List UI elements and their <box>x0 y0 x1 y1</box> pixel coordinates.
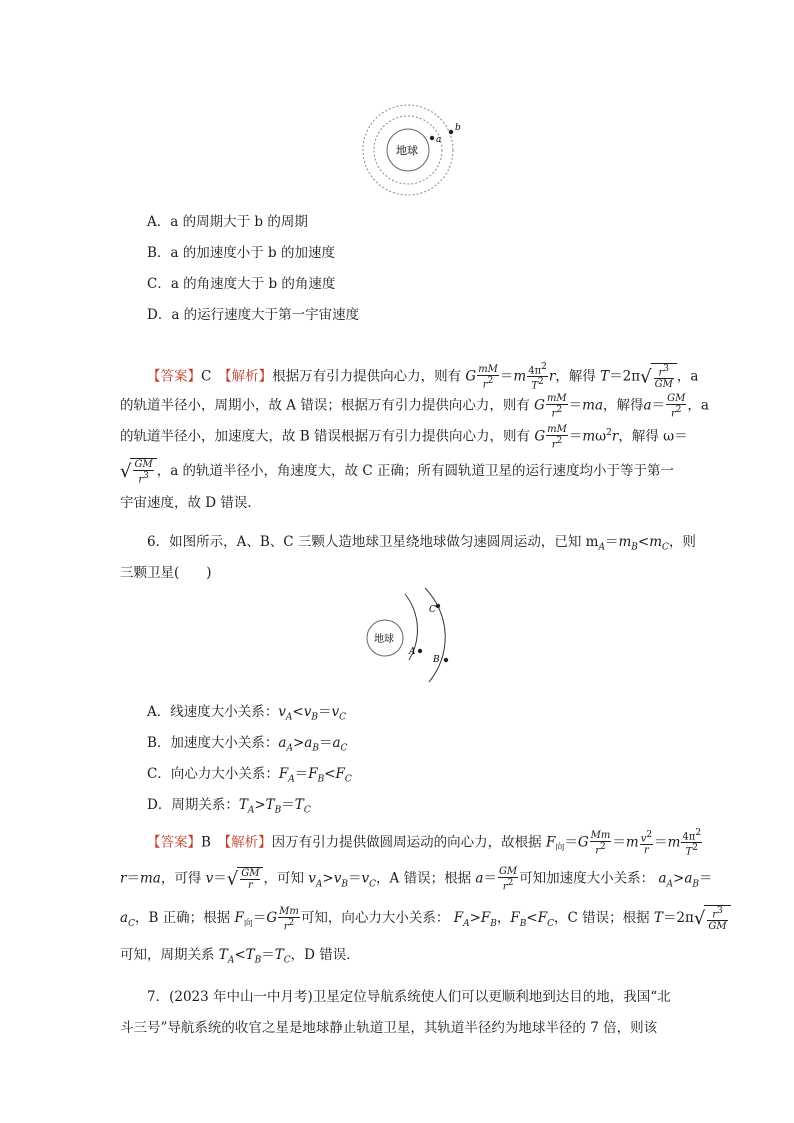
ans5-text: ，a <box>687 397 709 414</box>
ans6-text: 因万有引力提供做圆周运动的向心力，故根据 <box>271 834 542 851</box>
earth-label: 地球 <box>396 144 418 157</box>
q5-option-c: C．a 的角速度大于 b 的角速度 <box>147 276 336 292</box>
satellite-b <box>444 658 448 662</box>
label-a: a <box>436 135 442 145</box>
ans5-line-2: 的轨道半径小，周期小，故 A 错误；根据万有引力提供向心力，则有 G $\frac{mM}{r^2}$ ＝ma，解得a＝ $\frac{GM}{r^2}$ ，a <box>120 393 709 420</box>
ans6-line-1: 【答案】B 【解析】因万有引力提供做圆周运动的向心力，故根据 $F_向=G$ $\frac{Mm}{r^2}$ ＝m $\frac{v^2}{r}$ ＝m $\frac{4\pi^2}{T^2}$ <box>147 828 702 858</box>
ans5-text: 根据万有引力提供向心力，则有 <box>272 368 462 385</box>
ans5-text: 的轨道半径小，加速度大，故 B 错误根据万有引力提供向心力，则有 <box>120 428 531 445</box>
ans6-line-2: r＝ma，可得 v＝√ $\frac{GM}{r}$ ，可知 $v_A>v_B=v_C$，A 错误；根据 a＝ $\frac{GM}{r^2}$ 可知加速度大小关系： $a_A>a_B=$ <box>120 866 713 893</box>
ans6-text: ，可知 <box>263 870 304 887</box>
answer-tag: 【答案】 <box>147 368 201 385</box>
q5-option-b: B．a 的加速度小于 b 的加速度 <box>147 245 335 261</box>
ans5-line-1: 【答案】C 【解析】根据万有引力提供向心力，则有 G $\frac{mM}{r^2}$ ＝m $\frac{4\pi^2}{T^2}$ r，解得 T＝2π√ $\frac{r^3}{GM}$ ，a <box>147 362 699 392</box>
ans5-line-5: 宇宙速度，故 D 错误． <box>120 495 261 511</box>
q6-option-a: A．线速度大小关系：$v_A<v_B=v_C$ <box>147 704 346 723</box>
label-A: A <box>409 647 416 657</box>
ans6-text: ，C 错误；根据 <box>553 910 650 927</box>
orbit-figure-2 <box>365 588 465 688</box>
q6-stem-line-1: 6．如图所示，A、B、C 三颗人造地球卫星绕地球做匀速圆周运动，已知 $m_A=m_B<m_C$，则 <box>147 534 696 553</box>
earth-label: 地球 <box>374 634 394 645</box>
orbit-outer <box>425 588 445 682</box>
label-B: B <box>433 655 440 665</box>
q6-stem-text: 6．如图所示，A、B、C 三颗人造地球卫星绕地球做匀速圆周运动，已知 m <box>147 534 599 550</box>
q5-option-d: D．a 的运行速度大于第一宇宙速度 <box>147 307 360 323</box>
q5-option-a: A．a 的周期大于 b 的周期 <box>147 214 308 230</box>
ans5-text: ，a 的轨道半径小，角速度大，故 C 正确；所有圆轨道卫星的运行速度均小于等于第一 <box>156 463 674 480</box>
answer-value: C <box>201 368 212 385</box>
satellite-b <box>449 130 453 134</box>
ans5-line-4: √ $\frac{GM}{r^3}$ ，a 的轨道半径小，角速度大，故 C 正确；所有圆轨道卫星的运行速度均小于等于第一 <box>120 459 674 486</box>
ans5-line-3: 的轨道半径小，加速度大，故 B 错误根据万有引力提供向心力，则有 G $\frac{mM}{r^2}$ $=m\omega^2r$，解得 ω＝ <box>120 424 688 451</box>
satellite-a <box>430 136 434 140</box>
satellite-c <box>436 604 440 608</box>
q6-option-text: B．加速度大小关系： <box>147 735 279 751</box>
answer-tag: 【答案】 <box>147 834 201 851</box>
q6-option-text: A．线速度大小关系： <box>147 704 279 720</box>
analysis-tag: 【解析】 <box>224 834 272 851</box>
q6-option-text: C．向心力大小关系： <box>147 766 279 782</box>
ans6-text: ，A 错误；根据 <box>376 870 472 887</box>
ans6-text: ，可得 <box>160 870 202 887</box>
ans6-text: ，D 错误． <box>290 947 360 963</box>
ans6-text: 可知，向心力大小关系： <box>300 910 450 927</box>
ans6-text: ，B 正确；根据 <box>134 910 231 927</box>
ans5-text: ，解得 <box>618 428 659 445</box>
label-C: C <box>429 605 436 615</box>
ans6-text: 可知加速度大小关系： <box>519 870 655 887</box>
q7-line-2: 斗三号”导航系统的收官之星是地球静止轨道卫星，其轨道半径约为地球半径的 7 倍，则该 <box>120 1020 658 1036</box>
ans5-text: ，解得 <box>555 368 596 385</box>
ans5-text: ，a <box>676 368 699 385</box>
q6-option-c: C．向心力大小关系：$F_A=F_B<F_C$ <box>147 766 352 785</box>
q6-option-text: D．周期关系： <box>147 797 239 813</box>
orbit-figure-1 <box>355 100 475 200</box>
ans6-text: 可知，周期关系 <box>120 947 215 963</box>
ans5-text: ，解得 <box>603 397 644 414</box>
q7-line-1: 7．(2023 年中山一中月考)卫星定位导航系统使人们可以更顺利地到达目的地，我国“北 <box>147 989 671 1005</box>
satellite-a <box>418 649 422 653</box>
q6-stem-line-2: 三颗卫星( ) <box>120 565 212 581</box>
label-b: b <box>455 123 461 133</box>
q6-option-b: B．加速度大小关系：$a_A>a_B=a_C$ <box>147 735 348 754</box>
q6-option-d: D．周期关系：$T_A>T_B=T_C$ <box>147 797 311 816</box>
ans6-line-4: 可知，周期关系 $T_A<T_B=T_C$，D 错误． <box>120 947 360 966</box>
q6-stem-text: ，则 <box>668 534 696 550</box>
ans6-line-3: $a_C$，B 正确；根据 $F_向=G$ $\frac{Mm}{r^2}$ 可知，向心力大小关系： $F_A>F_B$，$F_B<F_C$，C 错误；根据 T＝2π√ $\frac{r^3}{GM}$ <box>120 905 731 932</box>
analysis-tag: 【解析】 <box>224 368 273 385</box>
answer-value: B <box>201 834 211 851</box>
ans5-text: 的轨道半径小，周期小，故 A 错误；根据万有引力提供向心力，则有 <box>120 397 530 414</box>
